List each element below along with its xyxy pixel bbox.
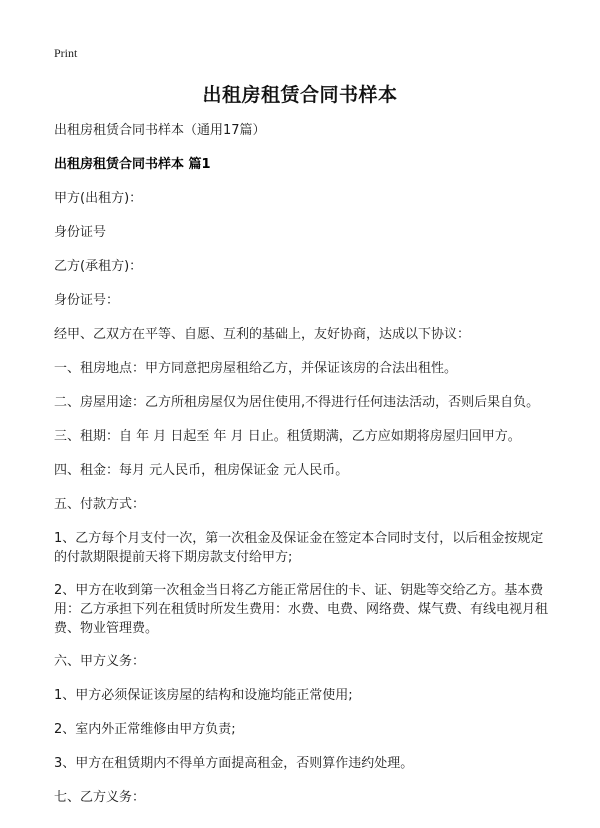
agreement-intro: 经甲、乙双方在平等、自愿、互利的基础上，友好协商，达成以下协议：: [54, 327, 471, 342]
clause-party-a-duties-heading: 六、甲方义务：: [54, 654, 146, 669]
party-a-duty-3: 3、甲方在租赁期内不得单方面提高租金，否则算作违约处理。: [54, 756, 414, 771]
clause-usage: 二、房屋用途：乙方所租房屋仅为居住使用,不得进行任何违法活动，否则后果自负。: [54, 395, 540, 410]
payment-item-2: 2、甲方在收到第一次租金当日将乙方能正常居住的卡、证、钥匙等交给乙方。基本费用：乙方承担下列在租赁时所发生费用：水费、电费、网络费、煤气费、有线电视月租费、物业管理费。: [54, 583, 549, 636]
clause-party-b-duties-heading: 七、乙方义务：: [54, 790, 146, 805]
document-body: [54, 121, 554, 822]
party-b-label: 乙方(承租方)：: [54, 259, 143, 274]
party-a-label: 甲方(出租方)：: [54, 191, 143, 206]
section-heading: 出租房租赁合同书样本 篇1: [54, 157, 211, 172]
party-a-duty-1: 1、甲方必须保证该房屋的结构和设施均能正常使用;: [54, 688, 353, 703]
clause-rent: 四、租金：每月 元人民币，租房保证金 元人民币。: [54, 463, 349, 478]
payment-item-1: 1、乙方每个月支付一次，第一次租金及保证金在签定本合同时支付，以后租金按规定的付款期限提前天将下期房款支付给甲方;: [54, 531, 544, 565]
clause-term: 三、租期：自 年 月 日起至 年 月 日止。租赁期满，乙方应如期将房屋归回甲方。: [54, 429, 521, 444]
party-a-id-label: 身份证号: [54, 225, 107, 240]
document-title: 出租房租赁合同书样本: [202, 84, 398, 106]
party-b-id-label: 身份证号：: [54, 293, 120, 308]
document-subtitle: 出租房租赁合同书样本（通用17篇）: [54, 123, 266, 138]
clause-location: 一、租房地点：甲方同意把房屋租给乙方，并保证该房的合法出租性。: [54, 361, 458, 376]
clause-payment-heading: 五、付款方式：: [54, 497, 146, 512]
print-label[interactable]: Print: [54, 46, 78, 60]
party-a-duty-2: 2、室内外正常维修由甲方负责;: [54, 722, 236, 737]
